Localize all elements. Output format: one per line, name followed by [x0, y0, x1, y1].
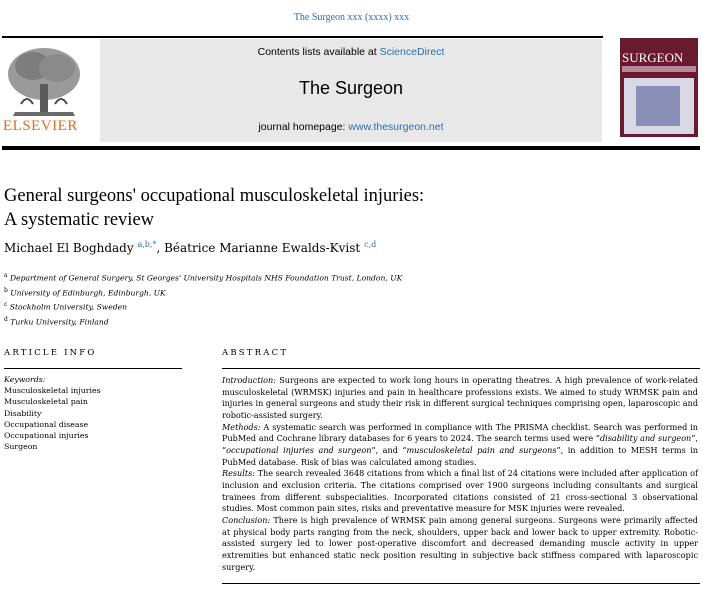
- methods-search-term: musculoskeletal pain and surgeons: [406, 444, 557, 455]
- affiliation-text: Turku University, Finland: [10, 317, 109, 327]
- abstract-results: [222, 468, 698, 515]
- keyword-item: Surgeon: [4, 442, 38, 452]
- running-head: The Surgeon xxx (xxxx) xxx: [293, 12, 410, 23]
- introduction-text: Surgeons are expected to work long hours in operating theatres. A high prevalence of work-related musculoskeletal (WRMSK) injuries and pain in healthcare professions exists. We aimed to study WRMSK pain and injuries in general surgeons and study their risk in different surgical techniques comprising open, laparoscopic and robotic-assisted surgery.: [222, 375, 698, 420]
- methods-text: A systematic search was performed in compliance with The PRISMA checklist. Search was performed in PubMed and Cochrane library databases for 6 years to 2024. The search terms used were “: [222, 421, 698, 444]
- author-list: [4, 240, 694, 255]
- affiliation-marker: d: [4, 315, 8, 323]
- methods-search-term: occupational injuries and surgeon: [226, 444, 372, 455]
- abstract-methods: [222, 422, 698, 469]
- elsevier-wordmark: ELSEVIER: [3, 118, 78, 134]
- keyword-item: Musculoskeletal injuries: [4, 386, 101, 396]
- author-1[interactable]: Michael El Boghdady: [4, 241, 134, 255]
- affiliation-item: [4, 285, 604, 300]
- methods-label: Methods:: [222, 421, 261, 432]
- homepage-line: [100, 121, 602, 133]
- cover-band: [622, 66, 696, 72]
- author-2-affil[interactable]: c,d: [364, 240, 377, 249]
- affiliations: [4, 270, 604, 328]
- methods-text: ”, in addition to MESH terms in PubMed database. Risk of bias was calculated among studies.: [222, 444, 698, 467]
- author-2[interactable]: Béatrice Marianne Ewalds-Kvist: [164, 241, 361, 255]
- title-line-2: A systematic review: [4, 210, 155, 230]
- introduction-label: Introduction:: [222, 375, 276, 385]
- keyword-item: Occupational injuries: [4, 431, 89, 441]
- homepage-link[interactable]: www.thesurgeon.net: [348, 121, 444, 133]
- results-text: The search revealed 3648 citations from which a final list of 24 citations were included after application of inclusion and exclusion criteria. The citations comprised over 1900 surgeons including consultants and surgical trainees from different subspecialities. Incorporated citations consisted of 21 cross-sectional 3 observational studies. Most common pain sites, risks and preventative measure for MSK injuries were revealed.: [222, 468, 698, 514]
- author-1-affil[interactable]: a,b,*: [137, 240, 157, 249]
- sciencedirect-link[interactable]: ScienceDirect: [379, 46, 445, 58]
- top-rule: [2, 36, 603, 38]
- article-title: [4, 184, 604, 232]
- results-label: Results:: [222, 468, 255, 479]
- conclusion-text: There is high prevalence of WRMSK pain among general surgeons. Surgeons were primarily affected at physical body parts ranging from the neck, shoulders, upper back and lower back to upper extremity. Robotic-assisted surgery led to lower post-operative discomfort and decreased demanding muscle activity in upper extremities but enhanced static neck position resulting in subjective back stiffness compared with laparoscopic surgery.: [222, 514, 698, 572]
- abstract-introduction: [222, 375, 698, 422]
- cover-title: SURGEON: [622, 50, 684, 65]
- author-separator: ,: [156, 241, 165, 255]
- title-line-1: General surgeons' occupational musculoskeletal injuries:: [4, 186, 425, 206]
- keyword-item: Musculoskeletal pain: [4, 397, 88, 407]
- article-info-heading: ARTICLE INFO: [4, 348, 97, 358]
- keywords-block: [4, 374, 184, 452]
- conclusion-label: Conclusion:: [222, 514, 271, 525]
- affiliation-text: Stockholm University, Sweden: [9, 302, 128, 312]
- affiliation-item: [4, 270, 604, 285]
- contents-prefix: Contents lists available at: [257, 46, 380, 58]
- abstract-heading: ABSTRACT: [222, 348, 289, 358]
- affiliation-marker: c: [4, 301, 8, 309]
- keywords-label: Keywords:: [4, 375, 46, 384]
- abstract-conclusion: [222, 515, 698, 573]
- methods-text: ”, and “: [371, 444, 407, 455]
- affiliation-item: [4, 314, 604, 329]
- affiliation-text: University of Edinburgh, Edinburgh, UK: [10, 288, 166, 298]
- article-info-rule: [4, 368, 182, 369]
- abstract-rule: [222, 368, 700, 369]
- abstract-bottom-rule: [222, 583, 700, 584]
- journal-name: The Surgeon: [298, 78, 404, 98]
- abstract-body: [222, 375, 698, 573]
- affiliation-text: Department of General Surgery, St Georges' University Hospitals NHS Foundation Trust, London, UK: [10, 273, 403, 283]
- affiliation-marker: a: [4, 272, 8, 279]
- affiliation-item: [4, 299, 604, 314]
- affiliation-marker: b: [4, 286, 8, 294]
- methods-text: ”, “: [222, 433, 698, 455]
- contents-line: [100, 46, 602, 58]
- cover-image-inner: [636, 86, 680, 126]
- keyword-item: Occupational disease: [4, 419, 89, 429]
- methods-search-term: disability and surgeon: [599, 433, 692, 444]
- keyword-item: Disability: [4, 408, 42, 418]
- header-rule: [2, 146, 700, 150]
- homepage-prefix: journal homepage:: [258, 121, 349, 133]
